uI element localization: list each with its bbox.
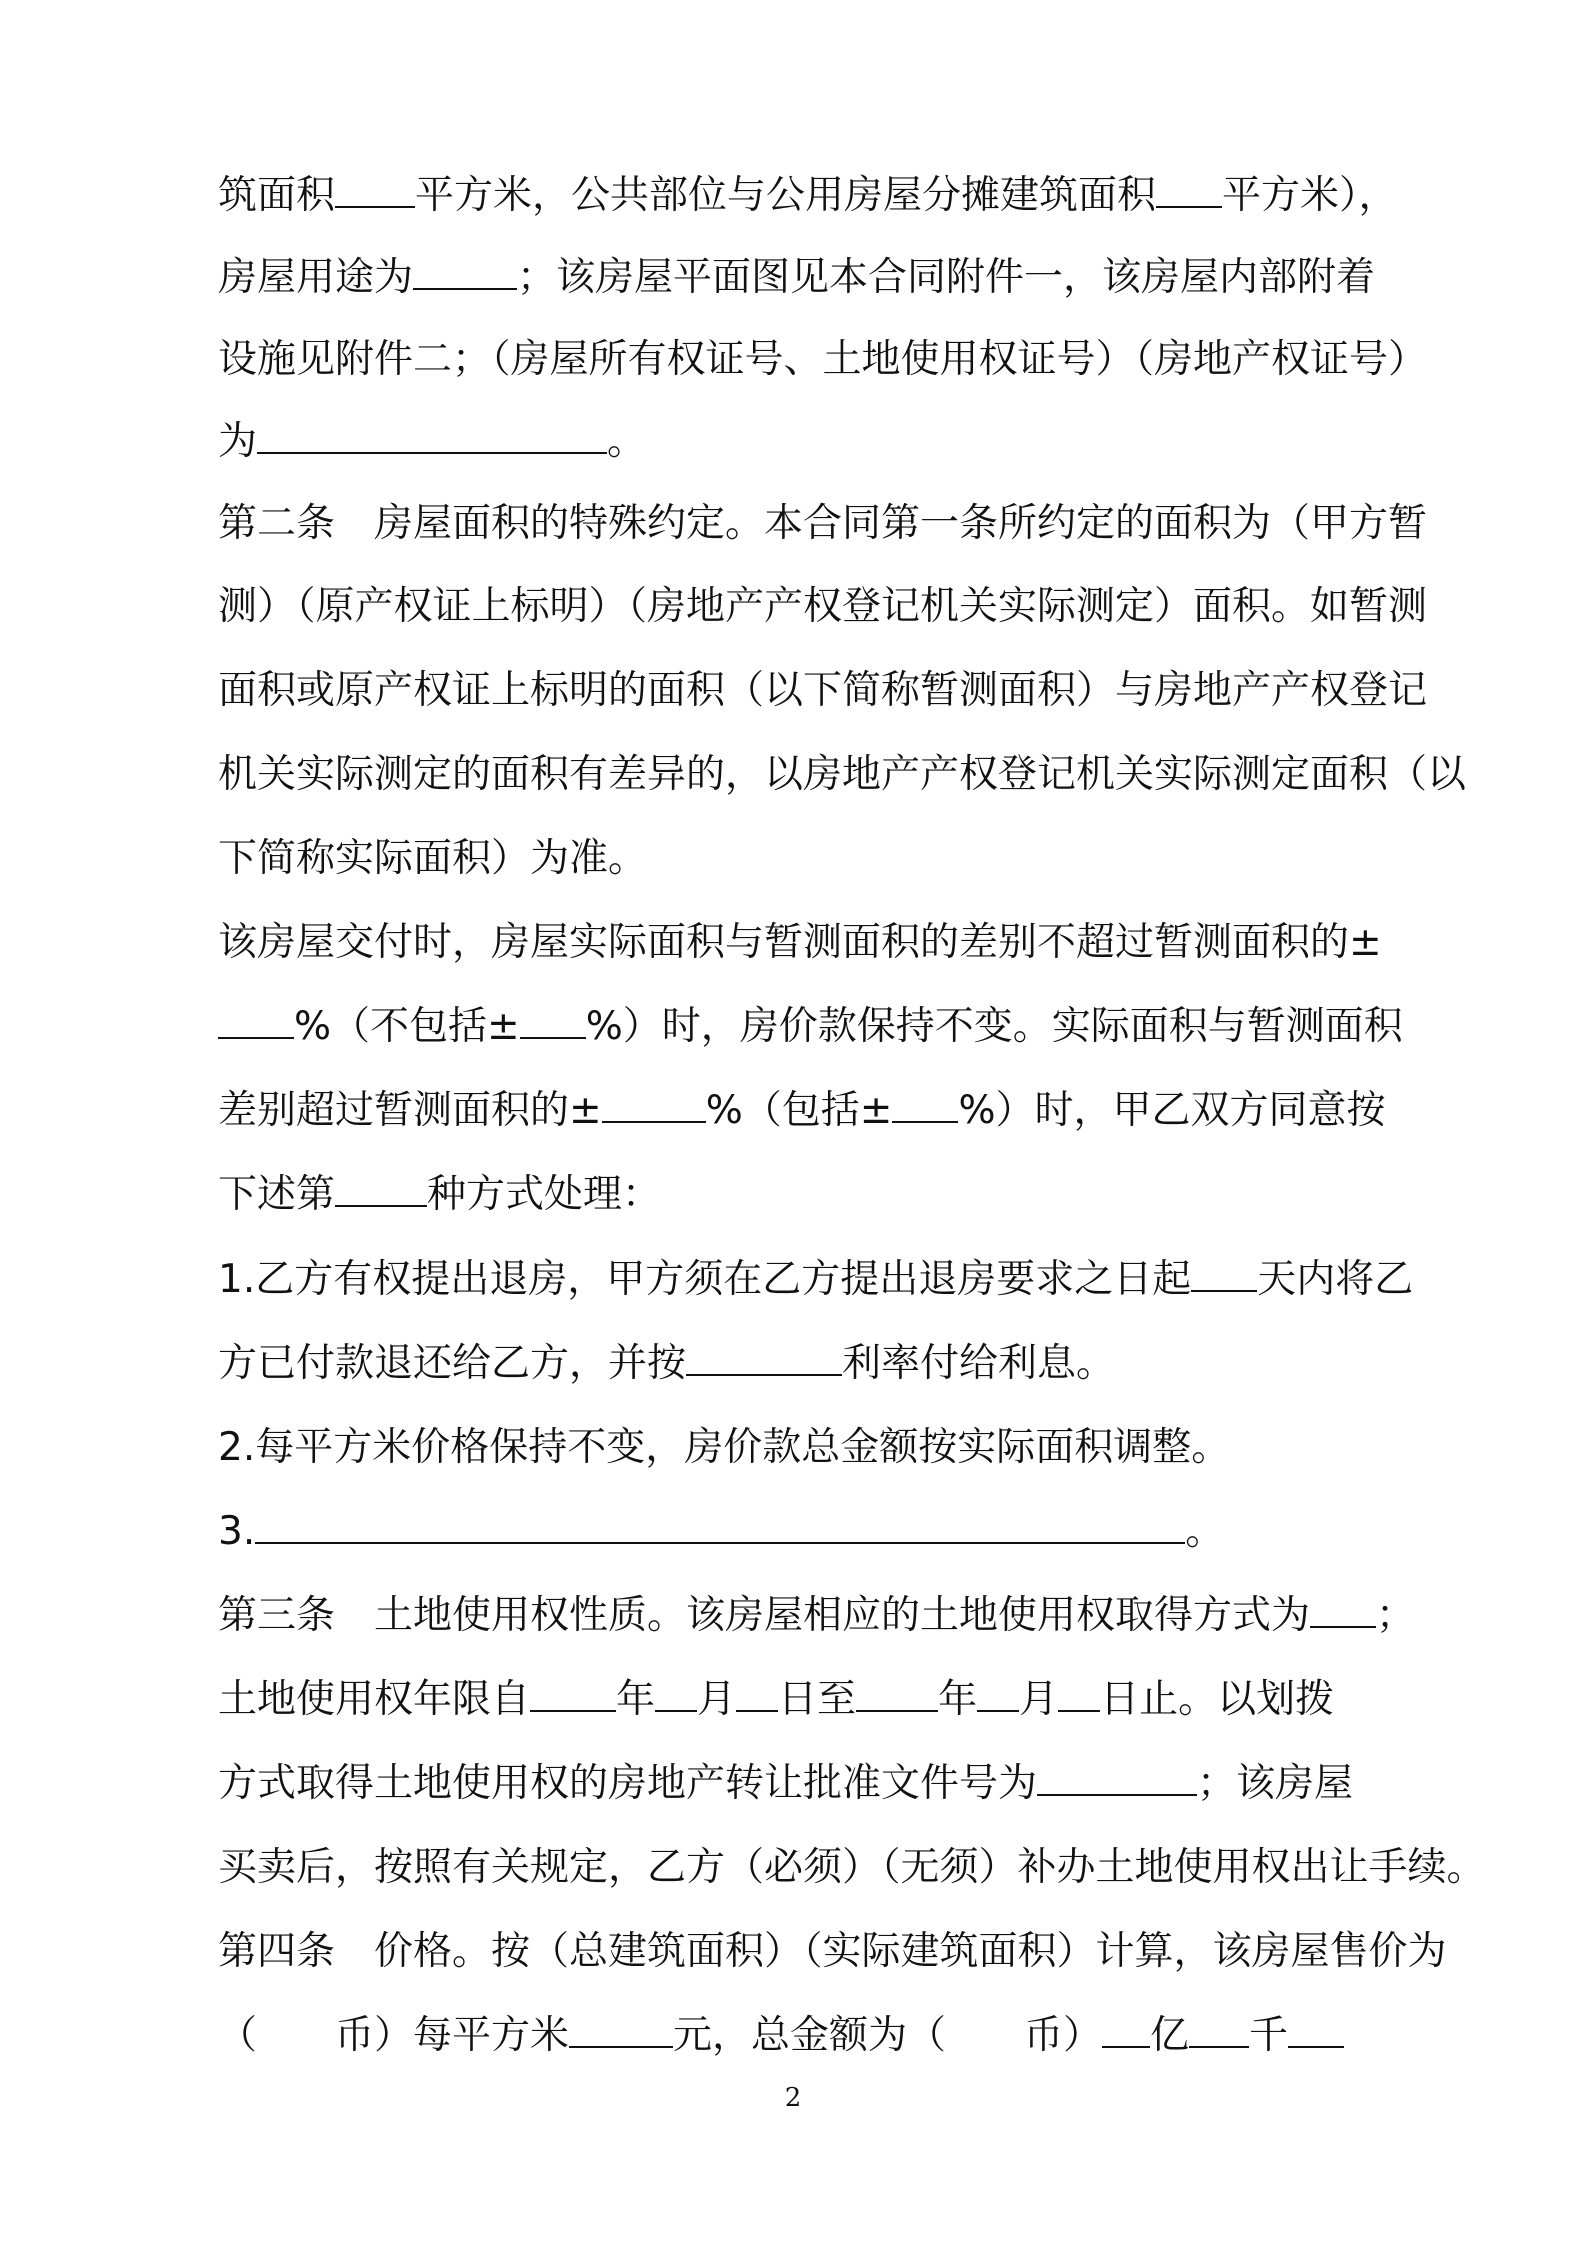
blank-percent [520, 1007, 586, 1039]
text-segment: （ 币）每平方米 [218, 2013, 570, 2058]
text-segment: 亿 [1150, 2013, 1190, 2058]
line-23 [218, 2012, 1344, 2060]
text-segment: ；该房屋 [1197, 1761, 1354, 1806]
text-segment: 平方米）， [1222, 173, 1398, 218]
blank-day [736, 1680, 778, 1712]
line-19 [218, 1676, 1334, 1724]
text-segment: 1.乙方有权提出退房，甲方须在乙方提出退房要求之日起 [218, 1257, 1192, 1302]
text-segment: 设施见附件二；（房屋所有权证号、土地使用权证号）（房地产权证号） [218, 337, 1428, 382]
blank-amount [1288, 2016, 1344, 2048]
text-segment: 第三条 土地使用权性质。该房屋相应的土地使用权取得方式为 [218, 1593, 1311, 1638]
blank-percent [892, 1091, 958, 1123]
blank-acquisition-method [1310, 1596, 1376, 1628]
line-2 [218, 254, 1375, 302]
text-segment: 月 [1019, 1677, 1059, 1722]
text-segment: 买卖后，按照有关规定，乙方（必须）（无须）补办土地使用权出让手续。 [218, 1845, 1486, 1890]
text-segment: 为 [218, 419, 258, 464]
blank-method-number [335, 1175, 427, 1207]
text-segment: 利率付给利息。 [842, 1341, 1116, 1386]
text-segment: 平方米，公共部位与公用房屋分摊建筑面积 [415, 173, 1157, 218]
line-8 [218, 751, 1466, 799]
blank-hundred-million [1102, 2016, 1150, 2048]
text-segment: 筑面积 [218, 173, 336, 218]
blank-thousand [1189, 2016, 1249, 2048]
text-segment: 3. [218, 1509, 256, 1554]
blank-certificate-number [257, 422, 607, 454]
text-segment: %（包括± [705, 1088, 893, 1133]
line-13 [218, 1171, 661, 1219]
text-segment: 元，总金额为（ 币） [673, 2013, 1103, 2058]
text-segment: 下简称实际面积）为准。 [218, 836, 648, 881]
text-segment: 种方式处理： [427, 1172, 662, 1217]
blank-interest-rate [686, 1344, 842, 1376]
article-3-heading-line [218, 1592, 1415, 1640]
text-segment: 机关实际测定的面积有差异的，以房地产产权登记机关实际测定面积（以 [218, 752, 1467, 797]
blank-shared-area [1156, 176, 1222, 208]
blank-month [977, 1680, 1019, 1712]
line-10 [218, 919, 1382, 967]
blank-percent [602, 1091, 706, 1123]
text-segment: 第二条 房屋面积的特殊约定。本合同第一条所约定的面积为（甲方暂 [218, 501, 1428, 546]
text-segment: 方式取得土地使用权的房地产转让批准文件号为 [218, 1761, 1038, 1806]
text-segment: 面积或原产权证上标明的面积（以下简称暂测面积）与房地产产权登记 [218, 668, 1428, 713]
text-segment: 千 [1249, 2013, 1289, 2058]
line-14 [218, 1256, 1413, 1304]
page-number: 2 [784, 2083, 802, 2113]
line-3 [218, 336, 1427, 384]
article-2-heading-line [218, 500, 1427, 548]
blank-approval-document-number [1037, 1764, 1197, 1796]
text-segment: 2.每平方米价格保持不变，房价款总金额按实际面积调整。 [218, 1425, 1231, 1470]
line-15 [218, 1340, 1115, 1388]
text-segment: 第四条 价格。按（总建筑面积）（实际建筑面积）计算，该房屋售价为 [218, 1929, 1447, 1974]
blank-unit-price [569, 2016, 673, 2048]
article-4-heading-line [218, 1928, 1447, 1976]
text-segment: ； [1376, 1593, 1416, 1638]
text-segment: 土地使用权年限自 [218, 1677, 531, 1722]
text-segment: %）时，房价款保持不变。实际面积与暂测面积 [585, 1004, 1403, 1049]
line-16 [218, 1424, 1230, 1472]
blank-days [1191, 1260, 1257, 1292]
text-segment: 月 [697, 1677, 737, 1722]
blank-month [655, 1680, 697, 1712]
text-segment: 房屋用途为 [218, 255, 414, 300]
text-segment: 日止。以划拨 [1100, 1677, 1335, 1722]
text-segment: ；该房屋平面图见本合同附件一，该房屋内部附着 [517, 255, 1376, 300]
blank-other-method [255, 1512, 1185, 1544]
text-segment: 差别超过暂测面积的± [218, 1088, 602, 1133]
line-4 [218, 418, 646, 466]
blank-day [1058, 1680, 1100, 1712]
line-7 [218, 667, 1427, 715]
blank-building-area [335, 176, 415, 208]
text-segment: 年 [938, 1677, 978, 1722]
text-segment: %）时，甲乙双方同意按 [958, 1088, 1386, 1133]
line-9 [218, 835, 647, 883]
line-1 [218, 172, 1398, 220]
blank-house-usage [413, 258, 517, 290]
line-20 [218, 1760, 1353, 1808]
text-segment: 该房屋交付时，房屋实际面积与暂测面积的差别不超过暂测面积的± [218, 920, 1382, 965]
line-12 [218, 1087, 1386, 1135]
line-17 [218, 1508, 1224, 1556]
text-segment: 测）（原产权证上标明）（房地产产权登记机关实际测定）面积。如暂测 [218, 584, 1428, 629]
line-11 [218, 1003, 1403, 1051]
line-6 [218, 583, 1427, 631]
text-segment: 方已付款退还给乙方，并按 [218, 1341, 687, 1386]
text-segment: %（不包括± [294, 1004, 520, 1049]
blank-year [530, 1680, 616, 1712]
text-segment: 。 [607, 419, 647, 464]
text-segment: 年 [616, 1677, 656, 1722]
text-segment: 。 [1185, 1509, 1225, 1554]
blank-percent [218, 1007, 294, 1039]
text-segment: 日至 [778, 1677, 857, 1722]
text-segment: 天内将乙 [1257, 1257, 1414, 1302]
line-21 [218, 1844, 1486, 1892]
text-segment: 下述第 [218, 1172, 336, 1217]
blank-year [856, 1680, 938, 1712]
